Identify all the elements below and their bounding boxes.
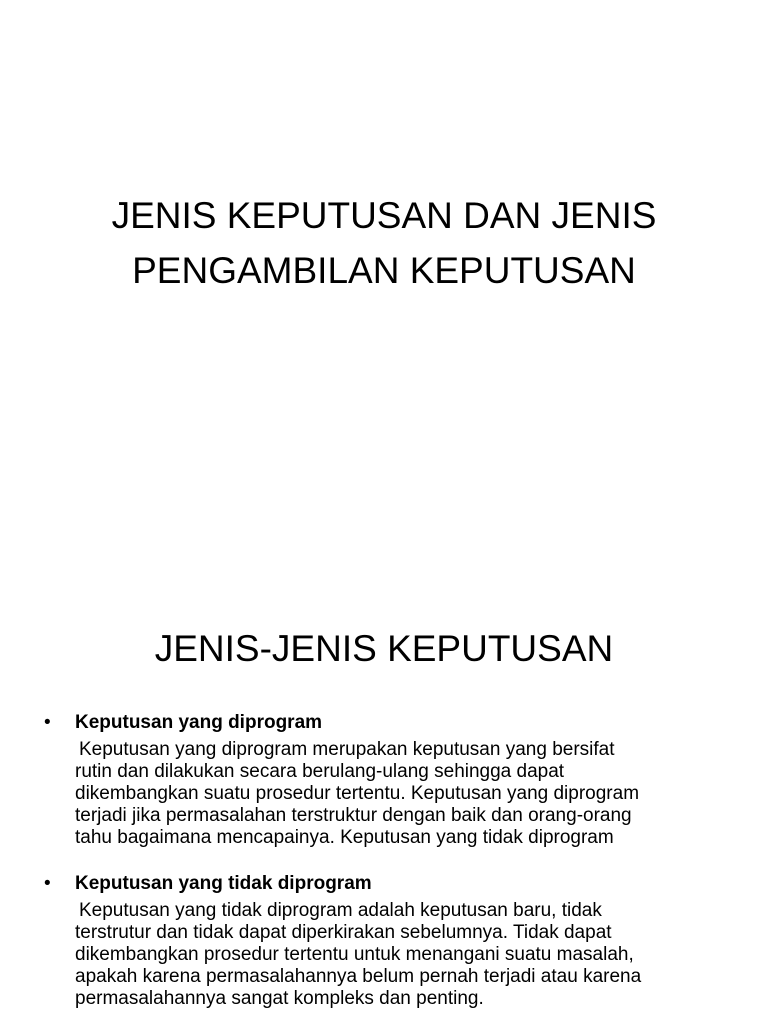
body-line: dikembangkan prosedur tertentu untuk menangani suatu masalah,	[75, 944, 634, 965]
slide-1-title-line-2: PENGAMBILAN KEPUTUSAN	[132, 250, 636, 291]
body-line: terstrutur dan tidak dapat diperkirakan sebelumnya. Tidak dapat	[75, 922, 612, 943]
body-line: permasalahannya sangat kompleks dan penting.	[75, 988, 484, 1009]
body-line: Keputusan yang tidak diprogram adalah keputusan baru, tidak	[79, 900, 602, 921]
bullet-list	[44, 710, 734, 1024]
slide-jenis-keputusan	[0, 576, 768, 1024]
body-line: apakah karena permasalahannya belum pernah terjadi atau karena	[75, 966, 642, 987]
body-line: dikembangkan suatu prosedur tertentu. Keputusan yang diprogram	[75, 783, 640, 804]
slide-1-title	[40, 188, 728, 298]
bullet-dot: •	[44, 712, 51, 733]
bullet-item-programmed	[44, 710, 734, 849]
bullet-body	[75, 900, 734, 1010]
bullet-heading: Keputusan yang tidak diprogram	[75, 873, 372, 894]
body-line: tahu bagaimana mencapainya. Keputusan yang tidak diprogram	[75, 827, 614, 848]
bullet-heading: Keputusan yang diprogram	[75, 712, 323, 733]
body-line: Keputusan yang diprogram merupakan keputusan yang bersifat	[79, 739, 615, 760]
bullet-dot: •	[44, 873, 51, 894]
bullet-item-non-programmed	[44, 871, 734, 1010]
slide-2-title: JENIS-JENIS KEPUTUSAN	[154, 628, 614, 669]
body-line: rutin dan dilakukan secara berulang-ulang sehingga dapat	[75, 761, 565, 782]
bullet-body	[75, 739, 734, 849]
slide-1-title-line-1: JENIS KEPUTUSAN DAN JENIS	[111, 195, 657, 236]
body-line: terjadi jika permasalahan terstruktur dengan baik dan orang-orang	[75, 805, 632, 826]
